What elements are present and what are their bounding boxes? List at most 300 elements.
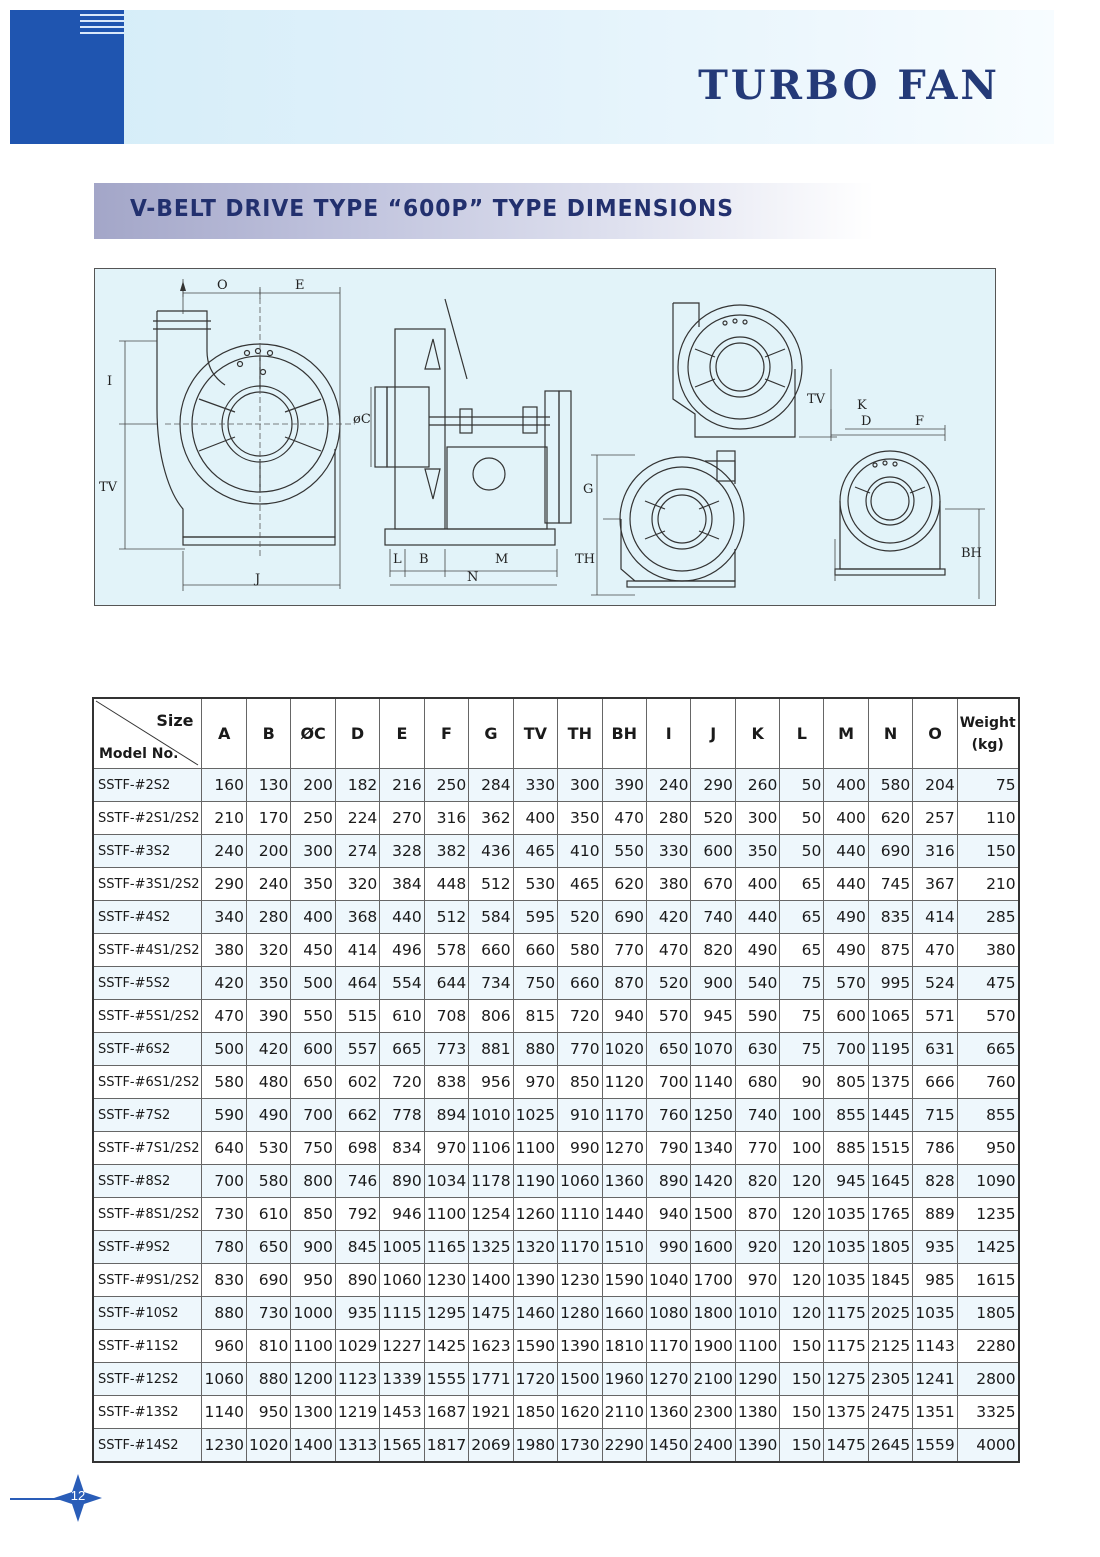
value-cell: 1900 (691, 1330, 735, 1363)
value-cell: 665 (957, 1033, 1018, 1066)
value-cell: 440 (380, 901, 424, 934)
value-cell: 150 (780, 1363, 824, 1396)
value-cell: 390 (246, 1000, 290, 1033)
value-cell: 1590 (602, 1264, 646, 1297)
value-cell: 690 (246, 1264, 290, 1297)
value-cell: 464 (335, 967, 379, 1000)
value-cell: 1515 (868, 1132, 912, 1165)
value-cell: 1070 (691, 1033, 735, 1066)
value-cell: 660 (558, 967, 602, 1000)
value-cell: 1270 (647, 1363, 691, 1396)
value-cell: 1730 (558, 1429, 602, 1463)
value-cell: 1805 (957, 1297, 1018, 1330)
dim-label-b: B (419, 552, 429, 567)
value-cell: 810 (246, 1330, 290, 1363)
value-cell: 1110 (558, 1198, 602, 1231)
value-cell: 2300 (691, 1396, 735, 1429)
value-cell: 600 (291, 1033, 335, 1066)
value-cell: 1035 (824, 1231, 868, 1264)
value-cell: 630 (735, 1033, 779, 1066)
value-cell: 715 (913, 1099, 957, 1132)
value-cell: 210 (957, 868, 1018, 901)
value-cell: 290 (202, 868, 246, 901)
value-cell: 1170 (602, 1099, 646, 1132)
value-cell: 75 (957, 769, 1018, 802)
value-cell: 855 (824, 1099, 868, 1132)
value-cell: 1230 (558, 1264, 602, 1297)
column-header: TV (513, 698, 557, 769)
value-cell: 2025 (868, 1297, 912, 1330)
value-cell: 150 (780, 1330, 824, 1363)
value-cell: 935 (913, 1231, 957, 1264)
model-cell: SSTF-#4S1/2S2 (93, 934, 202, 967)
value-cell: 280 (647, 802, 691, 835)
value-cell: 881 (469, 1033, 513, 1066)
value-cell: 730 (246, 1297, 290, 1330)
value-cell: 580 (202, 1066, 246, 1099)
value-cell: 1845 (868, 1264, 912, 1297)
value-cell: 720 (380, 1066, 424, 1099)
value-cell: 1559 (913, 1429, 957, 1463)
value-cell: 1500 (558, 1363, 602, 1396)
value-cell: 1140 (202, 1396, 246, 1429)
value-cell: 870 (735, 1198, 779, 1231)
value-cell: 330 (647, 835, 691, 868)
value-cell: 204 (913, 769, 957, 802)
value-cell: 773 (424, 1033, 468, 1066)
table-row (93, 769, 1019, 802)
value-cell: 1445 (868, 1099, 912, 1132)
value-cell: 1623 (469, 1330, 513, 1363)
table-row (93, 967, 1019, 1000)
value-cell: 1250 (691, 1099, 735, 1132)
model-cell: SSTF-#5S1/2S2 (93, 1000, 202, 1033)
value-cell: 1065 (868, 1000, 912, 1033)
value-cell: 815 (513, 1000, 557, 1033)
value-cell: 470 (202, 1000, 246, 1033)
column-header: O (913, 698, 957, 769)
value-cell: 570 (824, 967, 868, 1000)
value-cell: 875 (868, 934, 912, 967)
value-cell: 1460 (513, 1297, 557, 1330)
value-cell: 665 (380, 1033, 424, 1066)
value-cell: 850 (291, 1198, 335, 1231)
value-cell: 1720 (513, 1363, 557, 1396)
model-cell: SSTF-#8S1/2S2 (93, 1198, 202, 1231)
value-cell: 350 (735, 835, 779, 868)
value-cell: 708 (424, 1000, 468, 1033)
value-cell: 2400 (691, 1429, 735, 1463)
value-cell: 1290 (735, 1363, 779, 1396)
value-cell: 805 (824, 1066, 868, 1099)
value-cell: 750 (513, 967, 557, 1000)
value-cell: 1390 (513, 1264, 557, 1297)
dimensions-table (92, 697, 1020, 1463)
value-cell: 260 (735, 769, 779, 802)
value-cell: 65 (780, 868, 824, 901)
value-cell: 1351 (913, 1396, 957, 1429)
value-cell: 75 (780, 1000, 824, 1033)
dim-label-n: N (467, 570, 479, 585)
value-cell: 500 (202, 1033, 246, 1066)
header-size-label: Size (156, 711, 194, 730)
value-cell: 910 (558, 1099, 602, 1132)
table-row (93, 1165, 1019, 1198)
value-cell: 1190 (513, 1165, 557, 1198)
value-cell: 700 (647, 1066, 691, 1099)
value-cell: 806 (469, 1000, 513, 1033)
value-cell: 1295 (424, 1297, 468, 1330)
value-cell: 496 (380, 934, 424, 967)
value-cell: 120 (780, 1165, 824, 1198)
value-cell: 690 (868, 835, 912, 868)
dim-label-e: E (295, 278, 305, 293)
value-cell: 956 (469, 1066, 513, 1099)
value-cell: 770 (558, 1033, 602, 1066)
value-cell: 700 (824, 1033, 868, 1066)
header-stripes-icon (80, 14, 124, 38)
value-cell: 1700 (691, 1264, 735, 1297)
model-cell: SSTF-#6S2 (93, 1033, 202, 1066)
value-cell: 2305 (868, 1363, 912, 1396)
value-cell: 610 (246, 1198, 290, 1231)
dim-label-c: øC (353, 412, 371, 427)
value-cell: 400 (291, 901, 335, 934)
value-cell: 1000 (291, 1297, 335, 1330)
column-header: TH (558, 698, 602, 769)
value-cell: 1100 (513, 1132, 557, 1165)
value-cell: 945 (824, 1165, 868, 1198)
value-cell: 380 (647, 868, 691, 901)
value-cell: 320 (335, 868, 379, 901)
value-cell: 1510 (602, 1231, 646, 1264)
value-cell: 1060 (558, 1165, 602, 1198)
value-cell: 890 (380, 1165, 424, 1198)
value-cell: 990 (647, 1231, 691, 1264)
value-cell: 580 (246, 1165, 290, 1198)
value-cell: 1060 (202, 1363, 246, 1396)
value-cell: 490 (824, 934, 868, 967)
value-cell: 1029 (335, 1330, 379, 1363)
value-cell: 770 (735, 1132, 779, 1165)
value-cell: 480 (246, 1066, 290, 1099)
dim-label-g: G (583, 482, 594, 497)
value-cell: 550 (602, 835, 646, 868)
value-cell: 1170 (558, 1231, 602, 1264)
value-cell: 1615 (957, 1264, 1018, 1297)
table-row (93, 1132, 1019, 1165)
value-cell: 1400 (291, 1429, 335, 1463)
value-cell: 1660 (602, 1297, 646, 1330)
value-cell: 570 (647, 1000, 691, 1033)
column-header: A (202, 698, 246, 769)
table-row (93, 901, 1019, 934)
value-cell: 1175 (824, 1330, 868, 1363)
value-cell: 890 (335, 1264, 379, 1297)
section-title: V-BELT DRIVE TYPE “600P” TYPE DIMENSIONS (130, 196, 734, 222)
model-cell: SSTF-#9S1/2S2 (93, 1264, 202, 1297)
value-cell: 490 (246, 1099, 290, 1132)
value-cell: 500 (291, 967, 335, 1000)
value-cell: 368 (335, 901, 379, 934)
value-cell: 1390 (735, 1429, 779, 1463)
value-cell: 1195 (868, 1033, 912, 1066)
value-cell: 1005 (380, 1231, 424, 1264)
table-header-row (93, 698, 1019, 769)
value-cell: 1375 (868, 1066, 912, 1099)
value-cell: 602 (335, 1066, 379, 1099)
value-cell: 660 (513, 934, 557, 967)
value-cell: 760 (647, 1099, 691, 1132)
value-cell: 390 (602, 769, 646, 802)
value-cell: 300 (291, 835, 335, 868)
column-header: I (647, 698, 691, 769)
table-row (93, 835, 1019, 868)
model-cell: SSTF-#2S1/2S2 (93, 802, 202, 835)
value-cell: 367 (913, 868, 957, 901)
value-cell: 110 (957, 802, 1018, 835)
value-cell: 1771 (469, 1363, 513, 1396)
value-cell: 280 (246, 901, 290, 934)
value-cell: 362 (469, 802, 513, 835)
value-cell: 1040 (647, 1264, 691, 1297)
value-cell: 750 (291, 1132, 335, 1165)
value-cell: 1339 (380, 1363, 424, 1396)
dim-label-tv-side: TV (807, 392, 826, 407)
value-cell: 590 (202, 1099, 246, 1132)
model-cell: SSTF-#6S1/2S2 (93, 1066, 202, 1099)
value-cell: 945 (691, 1000, 735, 1033)
front-view-fan (153, 311, 340, 545)
value-cell: 1340 (691, 1132, 735, 1165)
dim-label-k: K (857, 398, 867, 413)
model-cell: SSTF-#7S1/2S2 (93, 1132, 202, 1165)
value-cell: 1090 (957, 1165, 1018, 1198)
value-cell: 414 (913, 901, 957, 934)
value-cell: 420 (246, 1033, 290, 1066)
value-cell: 950 (291, 1264, 335, 1297)
rear-view-fan (673, 303, 802, 437)
value-cell: 2069 (469, 1429, 513, 1463)
table-row (93, 1198, 1019, 1231)
value-cell: 1375 (824, 1396, 868, 1429)
value-cell: 990 (558, 1132, 602, 1165)
value-cell: 1565 (380, 1429, 424, 1463)
value-cell: 2800 (957, 1363, 1018, 1396)
value-cell: 540 (735, 967, 779, 1000)
value-cell: 465 (513, 835, 557, 868)
value-cell: 1200 (291, 1363, 335, 1396)
dim-label-o: O (217, 278, 228, 293)
table-row (93, 1033, 1019, 1066)
value-cell: 1025 (513, 1099, 557, 1132)
value-cell: 1425 (957, 1231, 1018, 1264)
column-header: G (469, 698, 513, 769)
value-cell: 470 (647, 934, 691, 967)
table-row (93, 1330, 1019, 1363)
value-cell: 889 (913, 1198, 957, 1231)
value-cell: 150 (780, 1429, 824, 1463)
value-cell: 650 (246, 1231, 290, 1264)
value-cell: 1120 (602, 1066, 646, 1099)
value-cell: 778 (380, 1099, 424, 1132)
value-cell: 820 (735, 1165, 779, 1198)
value-cell: 820 (691, 934, 735, 967)
value-cell: 940 (647, 1198, 691, 1231)
value-cell: 1020 (602, 1033, 646, 1066)
table-row (93, 1429, 1019, 1463)
value-cell: 465 (558, 868, 602, 901)
model-cell: SSTF-#14S2 (93, 1429, 202, 1463)
value-cell: 786 (913, 1132, 957, 1165)
side-view-fan (375, 299, 571, 545)
table-row (93, 1396, 1019, 1429)
value-cell: 1620 (558, 1396, 602, 1429)
value-cell: 970 (735, 1264, 779, 1297)
value-cell: 670 (691, 868, 735, 901)
value-cell: 316 (913, 835, 957, 868)
value-cell: 512 (469, 868, 513, 901)
value-cell: 1817 (424, 1429, 468, 1463)
value-cell: 120 (780, 1297, 824, 1330)
value-cell: 557 (335, 1033, 379, 1066)
value-cell: 834 (380, 1132, 424, 1165)
value-cell: 250 (424, 769, 468, 802)
value-cell: 970 (424, 1132, 468, 1165)
value-cell: 870 (602, 967, 646, 1000)
dim-label-i: I (107, 374, 113, 389)
value-cell: 1475 (824, 1429, 868, 1463)
value-cell: 2290 (602, 1429, 646, 1463)
value-cell: 75 (780, 967, 824, 1000)
value-cell: 734 (469, 967, 513, 1000)
value-cell: 680 (735, 1066, 779, 1099)
value-cell: 520 (691, 802, 735, 835)
value-cell: 666 (913, 1066, 957, 1099)
value-cell: 520 (558, 901, 602, 934)
value-cell: 770 (602, 934, 646, 967)
value-cell: 1227 (380, 1330, 424, 1363)
value-cell: 1380 (735, 1396, 779, 1429)
value-cell: 1450 (647, 1429, 691, 1463)
table-row (93, 1264, 1019, 1297)
dim-label-th: TH (575, 552, 596, 567)
value-cell: 894 (424, 1099, 468, 1132)
table-row (93, 1066, 1019, 1099)
value-cell: 640 (202, 1132, 246, 1165)
model-cell: SSTF-#2S2 (93, 769, 202, 802)
value-cell: 828 (913, 1165, 957, 1198)
value-cell: 950 (246, 1396, 290, 1429)
value-cell: 1600 (691, 1231, 735, 1264)
model-cell: SSTF-#9S2 (93, 1231, 202, 1264)
value-cell: 1165 (424, 1231, 468, 1264)
value-cell: 240 (647, 769, 691, 802)
value-cell: 855 (957, 1099, 1018, 1132)
value-cell: 1590 (513, 1330, 557, 1363)
column-header: K (735, 698, 779, 769)
value-cell: 1425 (424, 1330, 468, 1363)
value-cell: 740 (735, 1099, 779, 1132)
value-cell: 1850 (513, 1396, 557, 1429)
value-cell: 50 (780, 835, 824, 868)
value-cell: 300 (735, 802, 779, 835)
model-cell: SSTF-#8S2 (93, 1165, 202, 1198)
model-cell: SSTF-#3S1/2S2 (93, 868, 202, 901)
value-cell: 1280 (558, 1297, 602, 1330)
value-cell: 1143 (913, 1330, 957, 1363)
value-cell: 700 (291, 1099, 335, 1132)
value-cell: 320 (246, 934, 290, 967)
value-cell: 1687 (424, 1396, 468, 1429)
value-cell: 1440 (602, 1198, 646, 1231)
value-cell: 515 (335, 1000, 379, 1033)
value-cell: 380 (957, 934, 1018, 967)
value-cell: 400 (513, 802, 557, 835)
value-cell: 600 (824, 1000, 868, 1033)
column-header: B (246, 698, 290, 769)
value-cell: 2645 (868, 1429, 912, 1463)
header-model-label: Model No. (99, 746, 179, 762)
value-cell: 120 (780, 1264, 824, 1297)
value-cell: 1100 (424, 1198, 468, 1231)
value-cell: 1100 (291, 1330, 335, 1363)
model-cell: SSTF-#12S2 (93, 1363, 202, 1396)
model-cell: SSTF-#10S2 (93, 1297, 202, 1330)
value-cell: 240 (246, 868, 290, 901)
value-cell: 1035 (913, 1297, 957, 1330)
value-cell: 790 (647, 1132, 691, 1165)
column-header: ØC (291, 698, 335, 769)
column-header: E (380, 698, 424, 769)
value-cell: 850 (558, 1066, 602, 1099)
header-corner-cell (93, 698, 202, 769)
table-row (93, 1000, 1019, 1033)
table-row (93, 868, 1019, 901)
column-header: M (824, 698, 868, 769)
value-cell: 382 (424, 835, 468, 868)
value-cell: 1475 (469, 1297, 513, 1330)
value-cell: 1080 (647, 1297, 691, 1330)
value-cell: 470 (602, 802, 646, 835)
value-cell: 1010 (735, 1297, 779, 1330)
value-cell: 1235 (957, 1198, 1018, 1231)
value-cell: 960 (202, 1330, 246, 1363)
value-cell: 4000 (957, 1429, 1018, 1463)
value-cell: 940 (602, 1000, 646, 1033)
value-cell: 257 (913, 802, 957, 835)
value-cell: 1170 (647, 1330, 691, 1363)
value-cell: 1140 (691, 1066, 735, 1099)
value-cell: 65 (780, 934, 824, 967)
value-cell: 650 (291, 1066, 335, 1099)
value-cell: 1106 (469, 1132, 513, 1165)
dim-label-j: J (255, 572, 261, 587)
value-cell: 274 (335, 835, 379, 868)
table-row (93, 1099, 1019, 1132)
value-cell: 1178 (469, 1165, 513, 1198)
value-cell: 1115 (380, 1297, 424, 1330)
value-cell: 920 (735, 1231, 779, 1264)
value-cell: 1035 (824, 1198, 868, 1231)
value-cell: 350 (291, 868, 335, 901)
value-cell: 400 (824, 769, 868, 802)
value-cell: 1270 (602, 1132, 646, 1165)
value-cell: 1219 (335, 1396, 379, 1429)
value-cell: 571 (913, 1000, 957, 1033)
value-cell: 380 (202, 934, 246, 967)
value-cell: 330 (513, 769, 557, 802)
